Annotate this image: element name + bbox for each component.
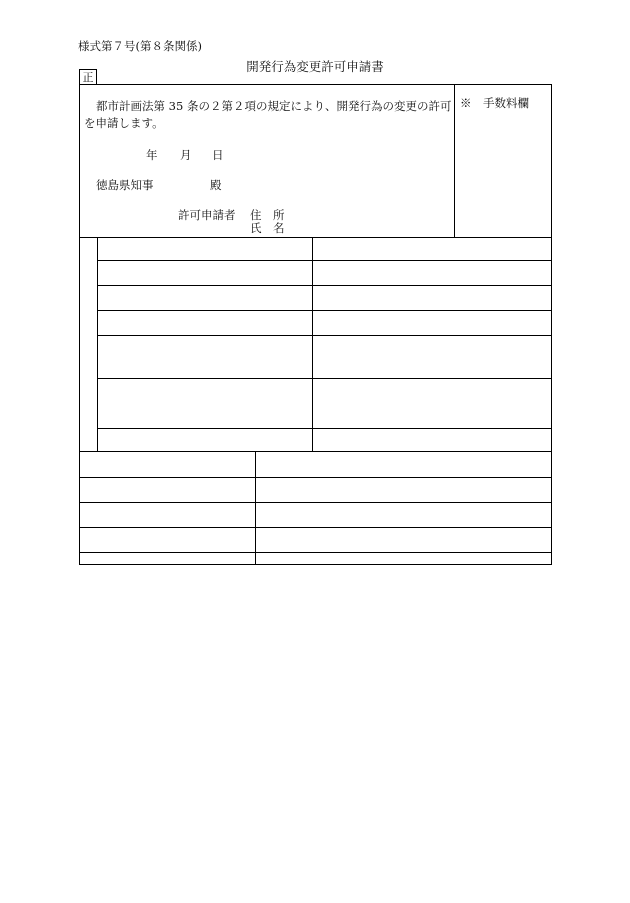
grid-line-h <box>79 451 552 452</box>
document-title: 開発行為変更許可申請書 <box>246 59 384 74</box>
grid-line-h <box>97 428 552 429</box>
form-number: 様式第７号(第８条関係) <box>78 39 202 53</box>
date-month: 月 <box>180 148 192 162</box>
address-label: 住 所 <box>250 208 285 222</box>
fee-label: ※ 手数料欄 <box>460 96 529 110</box>
grid-line-v <box>454 84 455 237</box>
grid-line-h <box>79 502 552 503</box>
grid-line-v <box>312 237 313 451</box>
grid-line-h <box>97 335 552 336</box>
grid-line-h <box>79 552 552 553</box>
grid-line-h <box>79 527 552 528</box>
grid-line-h <box>79 477 552 478</box>
grid-line-v <box>255 451 256 565</box>
grid-line-h <box>97 310 552 311</box>
grid-line-v <box>97 237 98 451</box>
overview-side-label <box>79 237 97 451</box>
date-year: 年 <box>146 148 158 162</box>
name-label: 氏 名 <box>250 221 285 235</box>
grid-line-h <box>97 378 552 379</box>
grid-line-h <box>97 260 552 261</box>
statement-line-1: 都市計画法第 35 条の２第２項の規定により、開発行為の変更の許可 <box>96 99 452 113</box>
grid-line-h <box>97 285 552 286</box>
honorific: 殿 <box>210 178 222 192</box>
addressee: 徳島県知事 <box>96 178 154 192</box>
original-copy-mark: 正 <box>79 69 97 84</box>
date-day: 日 <box>212 148 224 162</box>
statement-line-2: を申請します。 <box>84 116 164 130</box>
grid-line-h <box>79 237 552 238</box>
applicant-label: 許可申請者 <box>178 208 236 222</box>
